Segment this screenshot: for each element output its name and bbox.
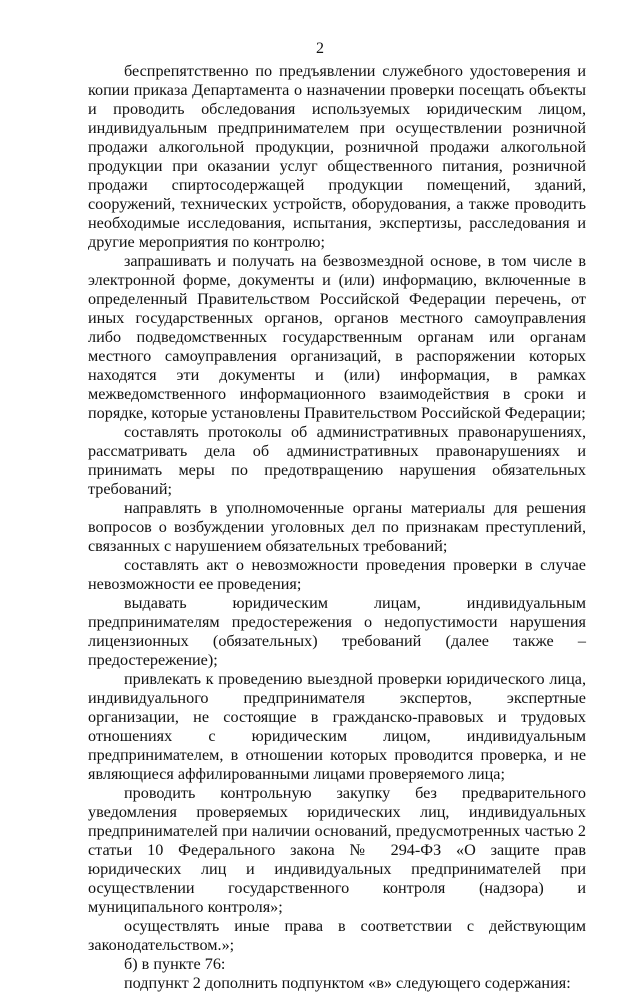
paragraph-request-documents: запрашивать и получать на безвозмездной основе, в том числе в электронной форме, документы и (или) информацию, включенные в определенный Правительством Российской Федерации перечень, от иных государственных органов, органов местного самоуправления либо подведомственных государственным органам или органам местного самоуправления организаций, в распоряжении которых находятся эти документы и (или) информация, в рамках межведомственного информационного взаимодействия в сроки и порядке, которые установлены Правительством Российской Федерации; [88,252,586,422]
paragraph-item-76: б) в пункте 76: [124,955,226,973]
paragraph-other-rights: осуществлять иные права в соответствии с действующим законодательством.»; [88,917,586,954]
document-body [88,62,586,993]
paragraph-experts: привлекать к проведению выездной проверки юридического лица, индивидуального предпринимателя экспертов, экспертные организации, не состоящие в гражданско-правовых и трудовых отношениях с юридическим лицом, индивидуальным предпринимателем, в отношении которых проводится проверка, и не являющиеся аффилированными лицами проверяемого лица; [88,670,586,783]
page-number: 2 [316,40,324,57]
paragraph-subitem-addition: подпункт 2 дополнить подпунктом «в» следующего содержания: [124,974,571,992]
paragraph-inspection-access: беспрепятственно по предъявлении служебного удостоверения и копии приказа Департамента о назначении проверки посещать объекты и проводить обследования используемых юридическим лицом, индивидуальным предпринимателем при осуществлении розничной продажи алкогольной продукции, розничной продажи алкогольной продукции при оказании услуг общественного питания, розничной продажи спиртосодержащей продукции помещений, зданий, сооружений, технических устройств, оборудования, а также проводить необходимые исследования, испытания, экспертизы, расследования и другие мероприятия по контролю; [88,62,586,251]
paragraph-send-materials: направлять в уполномоченные органы материалы для решения вопросов о возбуждении уголовных дел по признакам преступлений, связанных с нарушением обязательных требований; [88,499,586,555]
paragraph-impossibility-act: составлять акт о невозможности проведения проверки в случае невозможности ее проведения; [88,556,586,593]
paragraph-protocols: составлять протоколы об административных правонарушениях, рассматривать дела об административных правонарушениях и принимать меры по предотвращению нарушения обязательных требований; [88,423,586,498]
paragraph-warnings: выдавать юридическим лицам, индивидуальным предпринимателям предостережения о недопустимости нарушения лицензионных (обязательных) требований (далее также – предостережение); [88,594,586,669]
paragraph-control-purchase: проводить контрольную закупку без предварительного уведомления проверяемых юридических лиц, индивидуальных предпринимателей при наличии оснований, предусмотренных частью 2 статьи 10 Федерального закона № 294-ФЗ «О защите прав юридических лиц и индивидуальных предпринимателей при осуществлении государственного контроля (надзора) и муниципального контроля»; [88,784,586,916]
